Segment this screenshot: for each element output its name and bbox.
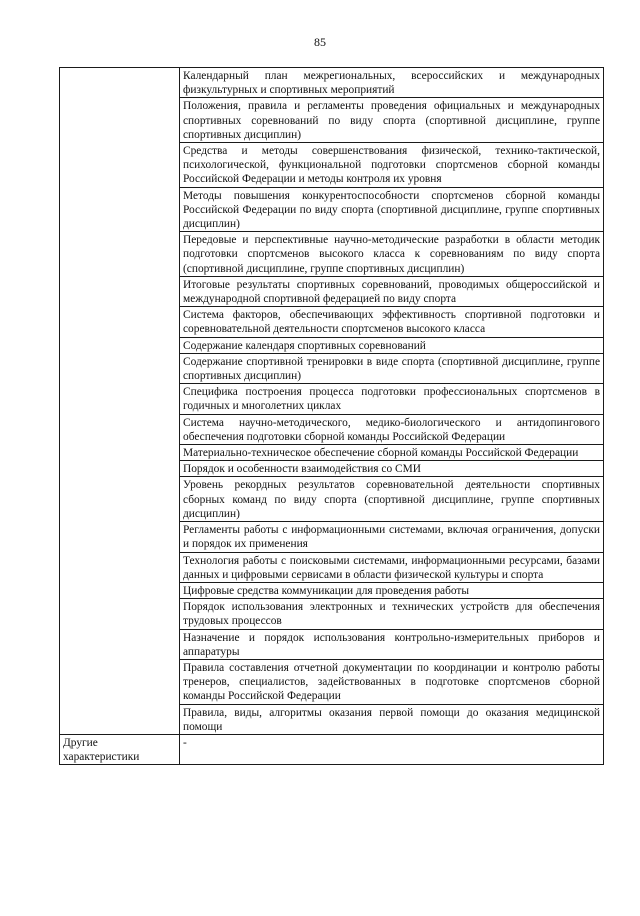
table-cell-item: Материально-техническое обеспечение сборной команды Российской Федерации bbox=[180, 445, 604, 461]
table-cell-item: Назначение и порядок использования контрольно-измерительных приборов и аппаратуры bbox=[180, 629, 604, 659]
table-cell-item: Уровень рекордных результатов соревновательной деятельности спортивных сборных команд по виду спорта (спортивной дисциплине, группе спортивных дисциплин) bbox=[180, 477, 604, 522]
table-cell-item: Система факторов, обеспечивающих эффективность спортивной подготовки и соревновательной деятельности спортсменов высокого класса bbox=[180, 307, 604, 337]
table-cell-item: Порядок и особенности взаимодействия со СМИ bbox=[180, 461, 604, 477]
table-row-other bbox=[60, 734, 604, 764]
table-cell-item: Методы повышения конкурентоспособности спортсменов сборной команды Российской Федерации по виду спорта (спортивной дисциплине, группе спортивных дисциплин) bbox=[180, 187, 604, 232]
other-characteristics-label: Другие характеристики bbox=[60, 734, 180, 764]
table-cell-item: Регламенты работы с информационными системами, включая ограничения, допуски и порядок их применения bbox=[180, 522, 604, 552]
page-number: 85 bbox=[314, 35, 326, 49]
table-cell-item: Календарный план межрегиональных, всероссийских и международных физкультурных и спортивных мероприятий bbox=[180, 68, 604, 98]
table-cell-item: Цифровые средства коммуникации для проведения работы bbox=[180, 582, 604, 598]
table-row bbox=[60, 68, 604, 98]
table-cell-item: Система научно-методического, медико-биологического и антидопингового обеспечения подготовки сборной команды Российской Федерации bbox=[180, 414, 604, 444]
table-cell-item: Правила, виды, алгоритмы оказания первой помощи до оказания медицинской помощи bbox=[180, 704, 604, 734]
table-cell-item: Содержание спортивной тренировки в виде спорта (спортивной дисциплине, группе спортивных дисциплин) bbox=[180, 353, 604, 383]
table-cell-item: Содержание календаря спортивных соревнований bbox=[180, 337, 604, 353]
table-cell-item: Правила составления отчетной документации по координации и контролю работы тренеров, специалистов, задействованных в подготовке спортсменов сборной команды Российской Федерации bbox=[180, 659, 604, 704]
label-cell-empty bbox=[60, 68, 180, 735]
table-cell-item: Передовые и перспективные научно-методические разработки в области методик подготовки спортсменов высокого класса к соревнованиям по виду спорта (спортивной дисциплине, группе спортивных дисциплин) bbox=[180, 232, 604, 277]
other-characteristics-value: - bbox=[180, 734, 604, 764]
table-cell-item: Специфика построения процесса подготовки профессиональных спортсменов в годичных и многолетних циклах bbox=[180, 384, 604, 414]
table-cell-item: Средства и методы совершенствования физической, технико-тактической, психологической, функциональной подготовки спортсменов сборной команды Российской Федерации и методы контроля их уровня bbox=[180, 143, 604, 188]
table-cell-item: Порядок использования электронных и технических устройств для обеспечения трудовых процессов bbox=[180, 599, 604, 629]
table-cell-item: Итоговые результаты спортивных соревнований, проводимых общероссийской и международной спортивной федерацией по виду спорта bbox=[180, 276, 604, 306]
table-cell-item: Положения, правила и регламенты проведения официальных и международных спортивных соревнований по виду спорта (спортивной дисциплине, группе спортивных дисциплин) bbox=[180, 98, 604, 143]
knowledge-table bbox=[59, 67, 604, 765]
table-cell-item: Технология работы с поисковыми системами, информационными ресурсами, базами данных и цифровыми сервисами в области физической культуры и спорта bbox=[180, 552, 604, 582]
